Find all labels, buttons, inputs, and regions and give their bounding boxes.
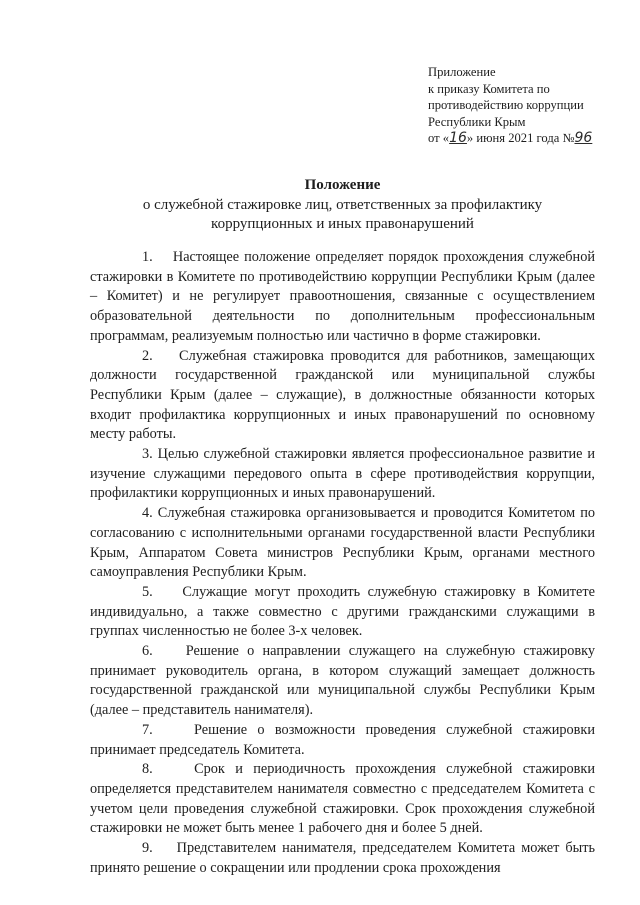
date-prefix: от «	[428, 131, 450, 145]
date-suffix: » июня 2021 года №	[466, 131, 575, 145]
appendix-order-ref: к приказу Комитета по	[428, 81, 550, 96]
paragraph-4: 4. Служебная стажировка организовывается и проводится Комитетом по согласованию с исполнительными органами государственной власти Республики Крым, Аппаратом Совета министров Республики Крым, органами местного самоуправления Республики Крым.	[90, 505, 595, 581]
title-heading: Положение	[304, 177, 381, 193]
handwritten-day: 16	[449, 130, 467, 146]
paragraph-9: 9. Представителем нанимателя, председателем Комитета может быть принято решение о сокращении или продлении срока прохождения	[90, 840, 595, 876]
title-line-2: коррупционных и иных правонарушений	[211, 216, 474, 232]
paragraph-6: 6. Решение о направлении служащего на служебную стажировку принимает руководитель органа, в котором служащий замещает должность государственной гражданской или муниципальной службы Республики Крым (далее – представитель нанимателя).	[90, 643, 595, 719]
title-line-1: о служебной стажировке лиц, ответственных за профилактику	[142, 196, 543, 213]
paragraph-5: 5. Служащие могут проходить служебную стажировку в Комитете индивидуально, а также совместно с другими гражданскими служащими в группах численностью не более 3-х человек.	[90, 583, 595, 640]
appendix-republic: Республики Крым	[428, 114, 526, 129]
document-body	[90, 248, 595, 879]
paragraph-7: 7. Решение о возможности проведения служебной стажировки принимает председатель Комитета.	[90, 721, 595, 758]
appendix-committee: противодействию коррупции	[428, 98, 584, 112]
appendix-block	[428, 64, 628, 147]
appendix-label: Приложение	[428, 65, 496, 79]
paragraph-8: 8. Срок и периодичность прохождения служебной стажировки определяется представителем нанимателя совместно с председателем Комитета с учетом цели проведения служебной стажировки. Срок прохождения служебной стажировки не может быть менее 1 рабочего дня и более 5 дней.	[90, 761, 595, 837]
handwritten-order-number: 96	[574, 130, 593, 146]
paragraph-3: 3. Целью служебной стажировки является профессиональное развитие и изучение служащими передового опыта в сфере противодействия коррупции, профилактики коррупционных и иных правонарушений.	[90, 446, 595, 502]
paragraph-2: 2. Служебная стажировка проводится для работников, замещающих должности государственной гражданской или муниципальной службы Республики Крым (далее – служащие), в должностные обязанности которых входит профилактика коррупционных и иных правонарушений по основному месту работы.	[90, 347, 595, 443]
paragraph-1: 1. Настоящее положение определяет порядок прохождения служебной стажировки в Комитете по противодействию коррупции Республики Крым (далее – Комитет) и не регулирует правоотношения, связанные с осуществлением образовательной деятельности по дополнительным профессиональным программам, реализуемым полностью или частично в форме стажировки.	[90, 249, 595, 344]
appendix-date-line	[428, 130, 628, 147]
document-title	[90, 176, 595, 235]
